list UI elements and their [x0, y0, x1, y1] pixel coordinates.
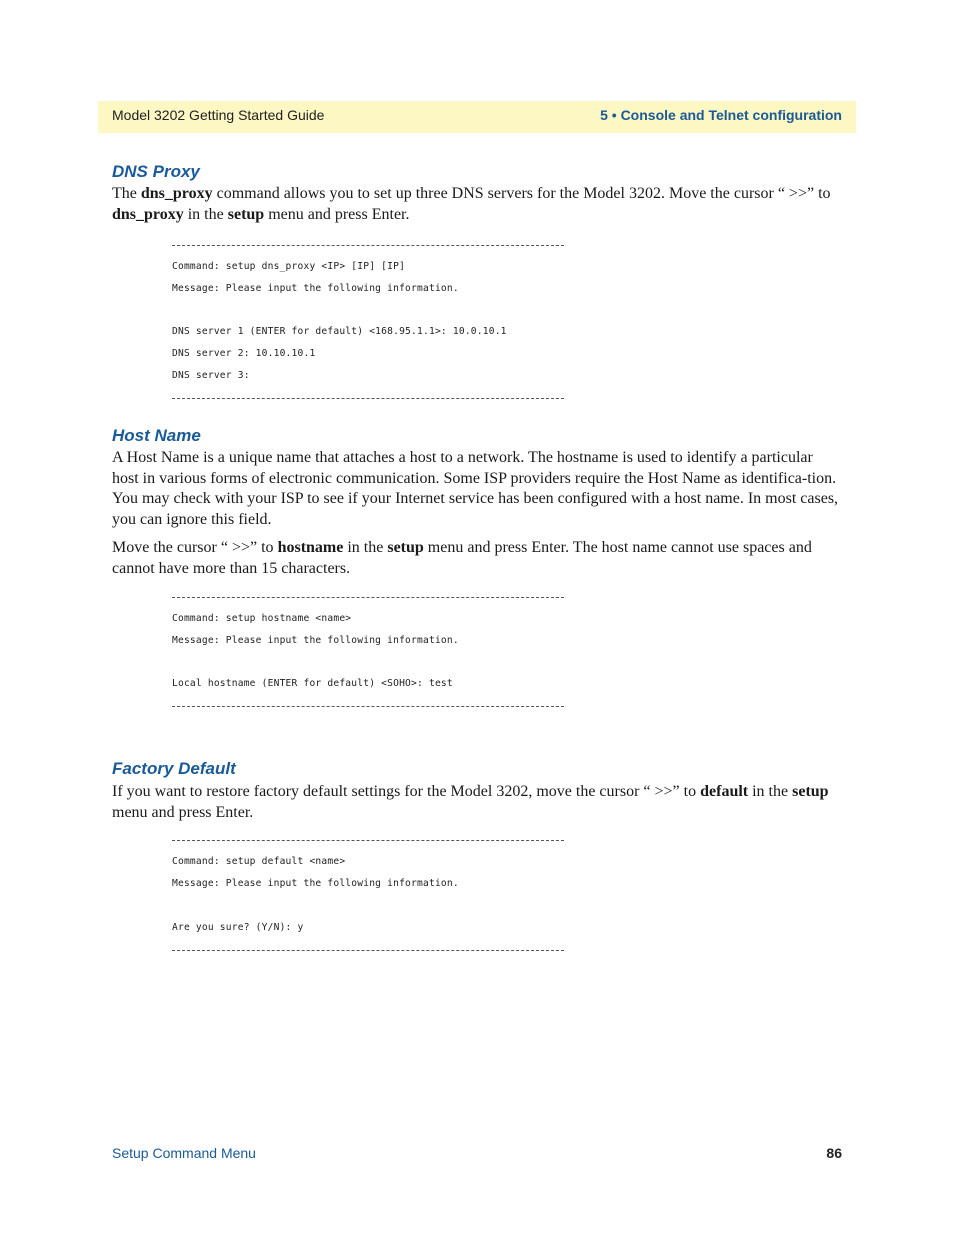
code-line: Local hostname (ENTER for default) <SOHO>: test — [172, 678, 453, 689]
code-divider — [172, 950, 564, 951]
code-line: DNS server 3: — [172, 370, 250, 381]
host-name-instructions: Move the cursor “ >>” to hostname in the setup menu and press Enter. The host name cannot use spaces and cannot have more than 15 characters. — [112, 539, 812, 577]
dns-proxy-heading: DNS Proxy — [112, 162, 200, 181]
guide-title: Model 3202 Getting Started Guide — [112, 107, 325, 123]
chapter-title: 5 • Console and Telnet configuration — [600, 107, 842, 123]
code-line: Command: setup default <name> — [172, 856, 346, 867]
code-line: Command: setup dns_proxy <IP> [IP] [IP] — [172, 261, 406, 272]
code-divider — [172, 245, 564, 246]
code-divider — [172, 398, 564, 399]
page-number: 86 — [826, 1145, 842, 1161]
factory-default-heading: Factory Default — [112, 759, 236, 778]
dns-proxy-description: The dns_proxy command allows you to set up three DNS servers for the Model 3202. Move the cursor “ >>” to dns_proxy in the setup menu and press Enter. — [112, 185, 831, 223]
factory-default-description: If you want to restore factory default settings for the Model 3202, move the cursor “ >>” to default in the setup menu and press Enter. — [112, 783, 829, 821]
code-line: Message: Please input the following information. — [172, 635, 459, 646]
code-line: DNS server 2: 10.10.10.1 — [172, 348, 316, 359]
code-line: DNS server 1 (ENTER for default) <168.95.1.1>: 10.0.10.1 — [172, 326, 507, 337]
code-divider — [172, 706, 564, 707]
code-line: Message: Please input the following information. — [172, 878, 459, 889]
code-line: Are you sure? (Y/N): y — [172, 922, 304, 933]
code-line: Message: Please input the following information. — [172, 283, 459, 294]
footer-section-link[interactable]: Setup Command Menu — [112, 1145, 256, 1161]
host-name-description: A Host Name is a unique name that attaches a host to a network. The hostname is used to identify a particular host in various forms of electronic communication. Some ISP providers require the Host Name as identifica-tion. You may check with your ISP to see if your Internet service has been configured with a host name. In most cases, you can ignore this field. — [112, 449, 839, 528]
code-line: Command: setup hostname <name> — [172, 613, 352, 624]
code-divider — [172, 840, 564, 841]
host-name-heading: Host Name — [112, 426, 201, 445]
code-divider — [172, 597, 564, 598]
running-header — [98, 101, 856, 133]
